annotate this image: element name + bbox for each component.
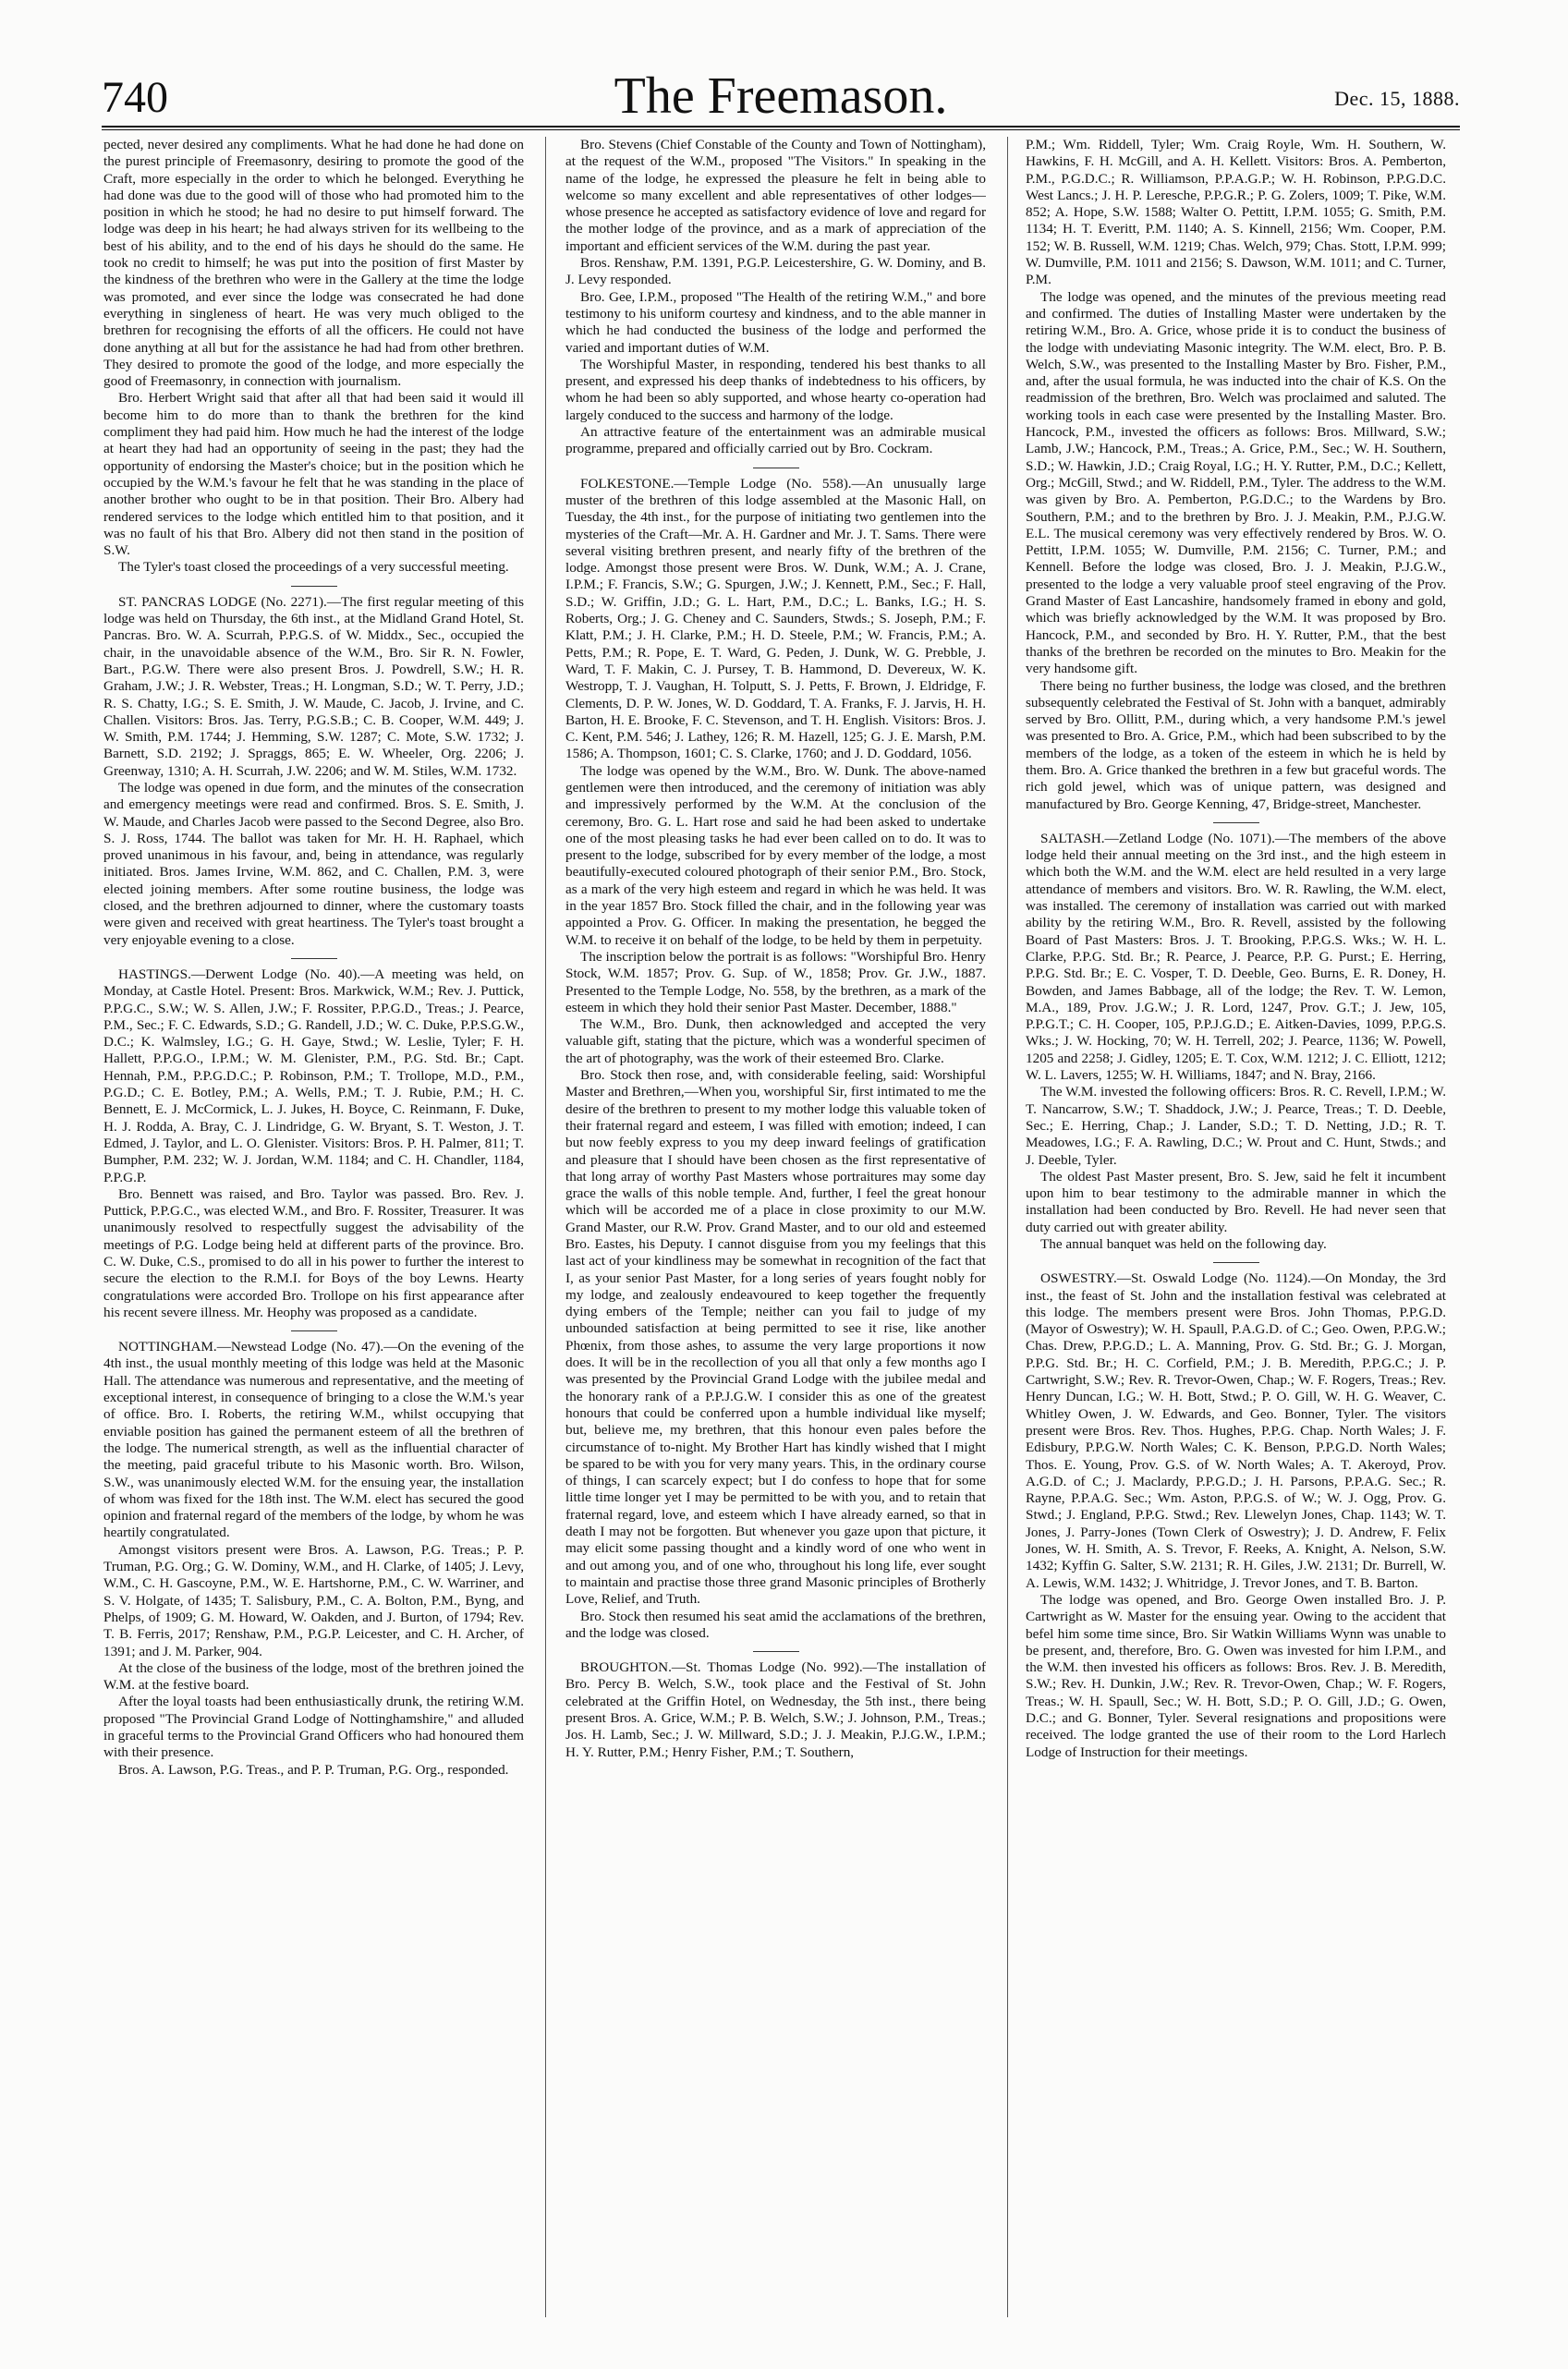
article-paragraph: Bro. Stock then rose, and, with considerable feeling, said: Worshipful Master and Brethren,—When you, worshipful Sir, first intimated to me the desire of the brethren to present to my mother lodge this valuable token of their fraternal regard and esteem, I was filled with emotion; indeed, I can but now feebly express to you my deep inward feelings of gratification and pleasure that I should have been chosen as the first representative of that long array of worthy Past Masters whose portraitures may some day grace the walls of this noble temple. And, further, I feel the great honour which will be accorded me of a place in close proximity to our M.W. Grand Master, our R.W. Prov. Grand Master, and to our old and esteemed Bro. Eastes, his Deputy. I cannot disguise from you my feelings that this last act of your kindliness may be somewhat in recognition of the fact that I, as your senior Past Master, for a long series of years fought nobly for my lodge, and zealously endeavoured to keep together the frequently dying embers of the Temple; neither can you fail to judge of my unbounded satisfaction at being permitted to see it rise, like another Phœnix, from those ashes, to assume the very large proportions it now does. It will be in the recollection of you all that only a few months ago I was presented by the Provincial Grand Lodge with the jubilee medal and the honorary rank of a P.P.J.G.W. I consider this as one of the greatest honours that could be conferred upon a humble individual like myself; but, believe me, my brethren, that this honour even pales before the circumstance of to-night. My Brother Hart has kindly wished that I might be spared to be with you for very many years. This, in the ordinary course of things, I can scarcely expect; but I do confess to hope that for some little time longer yet I may be permitted to be with you, and to retain that fraternal regard, love, and esteem which I have already earned, so that in death I may not be forgotten. But whenever you gaze upon that picture, it may elicit some passing thought and a kindly word of one who went in and out among you, and of one who, throughout his long life, ever sought to maintain and practise those three grand Masonic principles of Brotherly Love, Relief, and Truth. [565,1067,986,1608]
issue-date: Dec. 15, 1888. [1334,87,1460,110]
article-paragraph: Bro. Herbert Wright said that after all that had been said it would ill become him to do more than to thank the brethren for the kind compliment they had paid him. How much he had the interest of the lodge at heart they had had an opportunity of seeing in the past; they had the opportunity of endorsing the Master's choice; but in the position which he occupied by the W.M.'s favour he felt that he was standing in the place of another brother who ought to be in that position. Their Bro. Albery had rendered services to the lodge which entitled him to that position, and it was no fault of his that Bro. Albery did not then stand in the position of S.W. [103,390,524,559]
article-paragraph: After the loyal toasts had been enthusiastically drunk, the retiring W.M. proposed "The Provincial Grand Lodge of Nottinghamshire," and alluded in graceful terms to the Provincial Grand Officers who had honoured them with their presence. [103,1694,524,1761]
article-paragraph: The W.M. invested the following officers: Bros. R. C. Revell, I.P.M.; W. T. Nancarrow, S.W.; T. Shaddock, J.W.; J. Pearce, Treas.; T. D. Deeble, Sec.; E. Herring, Chap.; J. Lander, S.D.; T. D. Netting, J.D.; R. T. Meadowes, I.G.; F. A. Rawling, D.C.; W. Prout and C. Hunt, Stwds.; and J. Deeble, Tyler. [1026,1084,1446,1168]
report-heading-paragraph: FOLKESTONE.—Temple Lodge (No. 558).—An unusually large muster of the brethren of this lodge assembled at the Masonic Hall, on Tuesday, the 4th inst., for the purpose of initiating two gentlemen into the mysteries of the Craft—Mr. A. H. Gardner and Mr. J. T. Sams. There were several visiting brethren present, and nearly fifty of the brethren of the lodge. Amongst those present were Bros. W. Dunk, W.M.; A. J. Crane, I.P.M.; F. Francis, S.W.; G. Spurgen, J.W.; J. Kennett, P.M., Sec.; F. Hall, S.D.; W. Griffin, J.D.; G. L. Hart, P.M., D.C.; L. Banks, I.G.; H. S. Roberts, Org.; J. G. Cheney and C. Saunders, Stwds.; S. Joseph, P.M.; F. Klatt, P.M.; J. H. Clarke, P.M.; H. D. Steele, P.M.; W. Francis, P.M.; A. Petts, P.M.; R. Pope, E. T. Ward, G. Peden, J. Dunk, W. G. Prebble, J. Ward, T. F. Makin, C. J. Pursey, T. B. Hammond, D. Devereux, W. K. Westropp, T. J. Vaughan, H. Tolputt, S. J. Petts, F. Brown, J. Eldridge, F. Clements, D. P. W. Jones, W. D. Goddard, T. A. Franks, F. J. Jarvis, H. H. Barton, H. E. Brooke, F. C. Stevenson, and T. H. English. Visitors: Bros. J. C. Kent, P.M. 546; J. Lathey, 126; R. M. Hazell, 125; G. J. E. Marsh, P.M. 1586; A. Thompson, 1601; C. S. Clarke, 1760; and J. D. Goddard, 1056. [565,475,986,762]
column-3 [1026,137,1446,2317]
article-paragraph: The lodge was opened by the W.M., Bro. W. Dunk. The above-named gentlemen were then introduced, and the ceremony of initiation was ably and impressively performed by the W.M. At the conclusion of the ceremony, Bro. G. L. Hart rose and said he had been asked to undertake one of the most pleasing tasks he had ever been called on to do. It was to present to the lodge, subscribed for by every member of the lodge, a most beautifully-executed coloured photograph of their senior P.M., Bro. Stock, as a mark of the very high esteem and regard in which he was held. It was in the year 1857 Bro. Stock filled the chair, and in the following year was appointed a Prov. G. Officer. In making the presentation, he begged the W.M. to receive it on behalf of the lodge, to be held by them in perpetuity. [565,762,986,948]
section-separator [291,958,337,959]
column-divider [545,137,546,2317]
article-paragraph: An attractive feature of the entertainment was an admirable musical programme, prepared and officially carried out by Bro. Cockram. [565,424,986,457]
report-heading-paragraph: SALTASH.—Zetland Lodge (No. 1071).—The members of the above lodge held their annual meeting on the 3rd inst., and the high esteem in which both the W.M. and the W.M. elect are held resulted in a very large attendance of members and visitors. Bro. W. R. Rawling, the W.M. elect, was installed. The ceremony of installation was carried out with marked ability by the retiring W.M., Bro. R. Revell, assisted by the following Board of Past Masters: Bros. J. T. Brooking, P.P.G.S. Wks.; W. H. L. Clarke, P.P.G. Std. Br.; R. Pearce, J. Pearce, P.P. G. Purst.; E. Herring, P.P.G. Std. Br.; E. C. Vosper, T. D. Deeble, Geo. Burns, E. R. Doney, H. Bowden, and James Babbage, all of the lodge; the Rev. T. W. Lemon, M.A., 189, Prov. J.G.W.; J. R. Lord, 1247, Prov. G.T.; J. Jew, 105, P.P.G.T.; C. H. Cooper, 105, P.P.J.G.D.; E. Aitken-Davies, 1099, P.P.G.S. Wks.; J. W. Hocking, 70; W. H. Terrell, 202; J. Pearce, 1136; W. Powell, 1205 and 2258; J. Gidley, 1205; E. T. Cox, W.M. 1212; J. C. Elliott, 1212; W. L. Lavers, 1255; W. H. Williams, 1847; and N. Bray, 2166. [1026,830,1446,1084]
report-heading-paragraph: HASTINGS.—Derwent Lodge (No. 40).—A meeting was held, on Monday, at Castle Hotel. Present: Bros. Markwick, W.M.; Rev. J. Puttick, P.P.G.C., S.W.; W. S. Allen, J.W.; F. Rossiter, P.P.G.D., Treas.; J. Pearce, P.M., Sec.; F. C. Edwards, S.D.; G. Randell, J.D.; W. C. Duke, P.P.S.G.W., D.C.; K. Walmsley, I.G.; G. H. Gaye, Stwd.; W. Leslie, Tyler; F. H. Hallett, P.P.G.O., I.P.M.; W. M. Glenister, P.M., P.G. Std. Br.; Capt. Hennah, P.M., P.P.G.D.C.; P. Robinson, P.M.; T. Trollope, M.D., P.M., P.G.D.; C. E. Botley, P.M.; A. Wells, P.M.; T. J. Rubie, P.M.; H. C. Bennett, E. J. McCormick, L. J. Jukes, H. Boyce, C. Reinmann, F. Duke, H. J. Rodda, A. Bray, C. J. Lindridge, G. W. Bryant, S. T. Weston, J. T. Edmed, J. Taylor, and L. O. Glenister. Visitors: Bros. P. H. Palmer, 811; T. Bumpher, P.M. 232; W. J. Jordan, W.M. 1184; and C. H. Chandler, 1184, P.P.G.P. [103,966,524,1185]
page-header [102,67,1460,125]
section-separator [1213,1262,1259,1263]
report-heading-paragraph: NOTTINGHAM.—Newstead Lodge (No. 47).—On the evening of the 4th inst., the usual monthly meeting of this lodge was held at the Masonic Hall. The attendance was numerous and representative, and the meeting of exceptional interest, in consequence of bringing to a close the W.M.'s year of office. Bro. I. Roberts, the retiring W.M., whilst occupying that enviable position has gained the permanent esteem of all the brethren of the lodge. The numerical strength, as well as the influential character of the meeting, paid graceful tribute to his Masonic worth. Bro. Wilson, S.W., was unanimously elected W.M. for the ensuing year, the installation of whom was fixed for the 18th inst. The W.M. elect has secured the good opinion and fraternal regard of the members of the lodge, by whom he was heartily congratulated. [103,1339,524,1541]
report-heading-paragraph: BROUGHTON.—St. Thomas Lodge (No. 992).—The installation of Bro. Percy B. Welch, S.W., took place and the Festival of St. John celebrated at the Griffin Hotel, on Wednesday, the 5th inst., there being present Bros. A. Grice, W.M.; P. B. Welch, S.W.; J. Johnson, P.M., Treas.; Jos. H. Lamb, Sec.; J. W. Millward, S.D.; J. J. Meakin, P.J.G.W., I.P.M.; H. Y. Rutter, P.M.; Henry Fisher, P.M.; T. Southern, [565,1659,986,1760]
article-paragraph: pected, never desired any compliments. What he had done he had done on the purest principle of Freemasonry, desiring to promote the good of the Craft, more especially in the order to which he belonged. Everything he had done was due to the good will of those who had promoted him to the position in which he stood; he had no desire to put himself forward. The lodge was deep in his heart; he had always striven for its wellbeing to the best of his ability, and to the end of his days he should do the same. He took no credit to himself; he was put into the position of first Master by the kindness of the brethren who were in the Gallery at the time the lodge was promoted, and ever since the lodge was consecrated he had done everything in singleness of heart. He was very much obliged to the brethren for recognising the efforts of all the officers. He could not have done anything at all but for the assistance he had had from other brethren. They desired to promote the good of the lodge, and more especially the good of Freemasonry, in connection with journalism. [103,137,524,390]
header-rule-thin [102,129,1460,130]
section-separator [753,1651,799,1652]
header-rule [102,126,1460,128]
article-paragraph: Bros. Renshaw, P.M. 1391, P.G.P. Leicestershire, G. W. Dominy, and B. J. Levy responded. [565,255,986,288]
article-paragraph: P.M.; Wm. Riddell, Tyler; Wm. Craig Royle, Wm. H. Southern, W. Hawkins, F. H. McGill, and A. H. Kellett. Visitors: Bros. A. Pemberton, P.M., P.G.D.C.; R. Williamson, P.P.A.G.P.; W. H. Robinson, P.P.G.D.C. West Lancs.; J. H. P. Leresche, P.P.G.R.; P. G. Zolers, 1009; T. Pike, W.M. 852; A. Hope, S.W. 1588; Walter O. Pettitt, I.P.M. 1055; G. Smith, P.M. 1134; H. T. Everitt, P.M. 1140; A. S. Kinnell, 2156; Wm. Cooper, P.M. 152; W. B. Russell, W.M. 1219; Chas. Welch, 979; Chas. Stott, I.P.M. 999; W. Dumville, P.M. 1011 and 2156; S. Dawson, W.M. 1011; and C. Turner, P.M. [1026,137,1446,288]
article-paragraph: The lodge was opened, and the minutes of the previous meeting read and confirmed. The duties of Installing Master were undertaken by the retiring W.M., Bro. A. Grice, whose pride it is to conduct the business of the lodge with undeviating Masonic integrity. The W.M. elect, Bro. P. B. Welch, S.W., was presented to the Installing Master by Bro. Fisher, P.M., and, after the usual formula, he was inducted into the chair of K.S. On the readmission of the brethren, Bro. Welch was proclaimed and saluted. The working tools in each case were presented by the Installing Master. Bro. Hancock, P.M., invested the officers as follows: Bros. Millward, S.W.; Lamb, J.W.; Hancock, P.M., Treas.; A. Grice, P.M., Sec.; W. H. Southern, S.D.; W. Hawkin, J.D.; Craig Royal, I.G.; H. Y. Rutter, P.M., D.C.; Kellett, Org.; McGill, Stwd.; and W. Riddell, P.M., Tyler. The address to the W.M. was given by Bro. A. Pemberton, P.G.D.C.; to the Wardens by Bro. Southern, P.M.; and to the brethren by Bro. J. J. Meakin, P.M., P.J.G.W. E.L. The musical ceremony was very effectively rendered by Bros. W. O. Pettitt, I.P.M. 1055; W. Dumville, P.M. 2156; C. Turner, P.M.; and Kennell. Before the lodge was closed, Bro. J. J. Meakin, P.J.G.W., presented to the lodge a very valuable proof steel engraving of the Prov. Grand Master of East Lancashire, handsomely framed in ebony and gold, which was briefly acknowledged by the W.M. It was proposed by Bro. Hancock, P.M., and seconded by Bro. H. Y. Rutter, P.M., that the best thanks of the brethren be recorded on the minutes to Bro. Meakin for the very handsome gift. [1026,288,1446,677]
section-separator [291,586,337,587]
article-paragraph: The annual banquet was held on the following day. [1040,1236,1327,1252]
article-paragraph: Bro. Bennett was raised, and Bro. Taylor was passed. Bro. Rev. J. Puttick, P.P.G.C., was elected W.M., and Bro. F. Rossiter, Treasurer. It was unanimously resolved to respectfully suggest the advisability of the meetings of P.G. Lodge being held at different parts of the province. Bro. C. W. Duke, C.S., promised to do all in his power to further the interest to secure the election to the R.M.I. for Boys of the boy Lewns. Hearty congratulations were accorded Bro. Trollope on his first appearance after his recent severe illness. Mr. Heophy was proposed as a candidate. [103,1185,524,1320]
article-paragraph: The Worshipful Master, in responding, tendered his best thanks to all present, and expressed his deep thanks of indebtedness to his officers, by whom he had been so ably supported, and whose hearty co-operation had largely conduced to the success and harmony of the lodge. [565,356,986,423]
article-paragraph: The inscription below the portrait is as follows: "Worshipful Bro. Henry Stock, W.M. 1857; Prov. G. Sup. of W., 1858; Prov. Gr. J.W., 1887. Presented to the Temple Lodge, No. 558, by the brethren, as a mark of the esteem in which they hold their senior Past Master. December, 1888." [565,948,986,1015]
article-paragraph: Amongst visitors present were Bros. A. Lawson, P.G. Treas.; P. P. Truman, P.G. Org.; G. W. Dominy, W.M., and H. Clarke, of 1405; J. Levy, W.M., C. H. Gascoyne, P.M., W. E. Hartshorne, P.M., C. W. Warriner, and S. V. Holgate, of 1435; T. Salisbury, P.M., C. A. Bolton, P.M., Byng, and Phelps, of 1909; G. M. Howard, W. Oakden, and J. Burton, of 1794; Rev. T. B. Ferris, 2017; Renshaw, P.M., P.G.P. Leicester, and C. H. Archer, of 1391; and J. M. Parker, 904. [103,1541,524,1659]
report-heading-paragraph: OSWESTRY.—St. Oswald Lodge (No. 1124).—On Monday, the 3rd inst., the feast of St. John and the installation festival was celebrated at this lodge. The members present were Bros. John Thomas, P.P.G.D. (Mayor of Oswestry); W. H. Spaull, P.A.G.D. of C.; Geo. Owen, P.P.G.W.; Chas. Drew, P.P.G.D.; L. A. Manning, Prov. G. Std. Br.; G. J. Morgan, P.P.G. Std. Br.; H. C. Corfield, P.M.; J. B. Meredith, P.P.G.C.; J. P. Cartwright, S.W.; Rev. R. Trevor-Owen, Chap.; W. F. Rogers, Treas.; Rev. Henry Duncan, I.G.; W. H. Bott, Stwd.; P. O. Gill, W. H. G. Weaver, C. Whitley Owen, J. W. Edwards, and Geo. Bonner, Tyler. The visitors present were Bros. Rev. Thos. Hughes, P.P.G. Chap. North Wales; J. F. Edisbury, P.P.G.W. North Wales; C. K. Benson, P.P.G.D. North Wales; Thos. E. Young, Prov. G.S. of W. North Wales; A. T. Akeroyd, Prov. A.G.D. of C.; J. Maclardy, P.P.G.D.; J. H. Parsons, P.P.A.G. Sec.; R. Rayne, P.P.A.G. Sec.; Wm. Aston, P.P.G.S. of W.; W. J. Ogg, Prov. G. Stwd.; J. England, P.P.G. Stwd.; Rev. Llewelyn Jones, Chap. 1143; W. T. Jones, J. Parry-Jones (Town Clerk of Oswestry); J. D. Andrew, F. Felix Jones, W. H. Smith, A. S. Trevor, F. Reeks, A. Knight, A. Nelson, S.W. 1432; Kyffin G. Salter, S.W. 2131; R. H. Giles, J.W. 2131; Dr. Burrell, W. A. Lewis, W.M. 1432; J. Whitridge, J. Trevor Jones, and T. B. Barton. [1026,1270,1446,1591]
article-paragraph: The lodge was opened, and Bro. George Owen installed Bro. J. P. Cartwright as W. Master for the ensuing year. Owing to the accident that befel him some time since, Bro. Sir Watkin Williams Wynn was unable to be present, and, therefore, Bro. G. Owen was invested for him I.P.M., and the W.M. then invested his officers as follows: Bros. Rev. J. B. Meredith, S.W.; Rev. H. Dunkin, J.W.; Rev. R. Trevor-Owen, Chap.; W. F. Rogers, Treas.; W. H. Spaull, Sec.; W. H. Bott, S.D.; P. O. Gill, J.D.; G. Owen, D.C.; and G. Bonner, Tyler. Several resignations and propositions were received. The lodge granted the use of their room to the Lord Harlech Lodge of Instruction for their meetings. [1026,1591,1446,1760]
article-paragraph: The oldest Past Master present, Bro. S. Jew, said he felt it incumbent upon him to bear testimony to the admirable manner in which the installation had been conducted by Bro. Revell. He had never seen that duty carried out with greater ability. [1026,1168,1446,1235]
report-heading-paragraph: ST. PANCRAS LODGE (No. 2271).—The first regular meeting of this lodge was held on Thursday, the 6th inst., at the Midland Grand Hotel, St. Pancras. Bro. W. A. Scurrah, P.P.G.S. of W. Middx., Sec., occupied the chair, in the unavoidable absence of the W.M., Bro. Sir R. N. Fowler, Bart., P.G.W. There were also present Bros. J. Powdrell, S.W.; H. R. Graham, J.W.; J. R. Webster, Treas.; H. Longman, S.D.; W. T. Perry, J.D.; R. S. Chatty, I.G.; S. E. Smith, J. W. Maude, C. Jacob, J. Irvine, and C. Challen. Visitors: Bros. Jas. Terry, P.G.S.B.; C. B. Cooper, W.M. 449; J. W. Smith, P.M. 1744; J. Hemming, S.W. 1287; C. Mote, S.W. 1732; J. Barnett, S.D. 2192; J. Spraggs, 865; E. W. Wheeler, Org. 2206; J. Greenway, 1310; A. H. Scurrah, J.W. 2206; and W. M. Stiles, W.M. 1732. [103,593,524,779]
article-paragraph: The Tyler's toast closed the proceedings of a very successful meeting. [118,559,509,576]
article-paragraph: There being no further business, the lodge was closed, and the brethren subsequently celebrated the Festival of St. John with a banquet, admirably served by Bro. Ollitt, P.M., during which, a very handsome P.M.'s jewel was presented to Bro. A. Grice, P.M., which had been subscribed to by the members of the lodge, as a token of the esteem in which he is held by them. Bro. A. Grice thanked the brethren in a few but graceful words. The rich gold jewel, which was of unique pattern, was designed and manufactured by Bro. George Kenning, 47, Bridge-street, Manchester. [1026,677,1446,812]
article-paragraph: Bros. A. Lawson, P.G. Treas., and P. P. Truman, P.G. Org., responded. [118,1761,509,1778]
article-paragraph: Bro. Stock then resumed his seat amid the acclamations of the brethren, and the lodge was closed. [565,1608,986,1641]
section-separator [291,1330,337,1331]
page-number: 740 [102,73,168,122]
section-separator [1213,822,1259,823]
column-2 [565,137,986,2317]
column-divider [1007,137,1008,2317]
article-paragraph: Bro. Stevens (Chief Constable of the County and Town of Nottingham), at the request of the W.M., proposed "The Visitors." In speaking in the name of the lodge, he expressed the pleasure he felt in being able to welcome so many excellent and able representatives of other lodges—whose presence he accepted as satisfactory evidence of love and regard for the mother lodge of the province, and as a mark of appreciation of the important and efficient services of the W.M. during the past year. [565,137,986,254]
article-paragraph: Bro. Gee, I.P.M., proposed "The Health of the retiring W.M.," and bore testimony to his uniform courtesy and kindness, and to the able manner in which he had conducted the business of the lodge and performed the varied and important duties of W.M. [565,288,986,356]
article-paragraph: The W.M., Bro. Dunk, then acknowledged and accepted the very valuable gift, stating that the picture, which was a wonderful specimen of the art of photography, was the work of their esteemed Bro. Clarke. [565,1016,986,1066]
masthead-title: The Freemason. [614,67,948,125]
article-paragraph: The lodge was opened in due form, and the minutes of the consecration and emergency meetings were read and confirmed. Bros. S. E. Smith, J. W. Maude, and Charles Jacob were passed to the Second Degree, also Bro. S. J. Ross, 1744. The ballot was taken for Mr. H. H. Raphael, which proved unanimous in his favour, and, being in attendance, was regularly initiated. Bros. James Irvine, W.M. 862, and C. Challen, P.M. 3, were elected joining members. After some routine business, the lodge was closed, and the brethren adjourned to dinner, where the customary toasts were given and received with great heartiness. The Tyler's toast brought a very enjoyable evening to a close. [103,779,524,948]
column-1 [103,137,524,2317]
article-paragraph: At the close of the business of the lodge, most of the brethren joined the W.M. at the festive board. [103,1659,524,1694]
